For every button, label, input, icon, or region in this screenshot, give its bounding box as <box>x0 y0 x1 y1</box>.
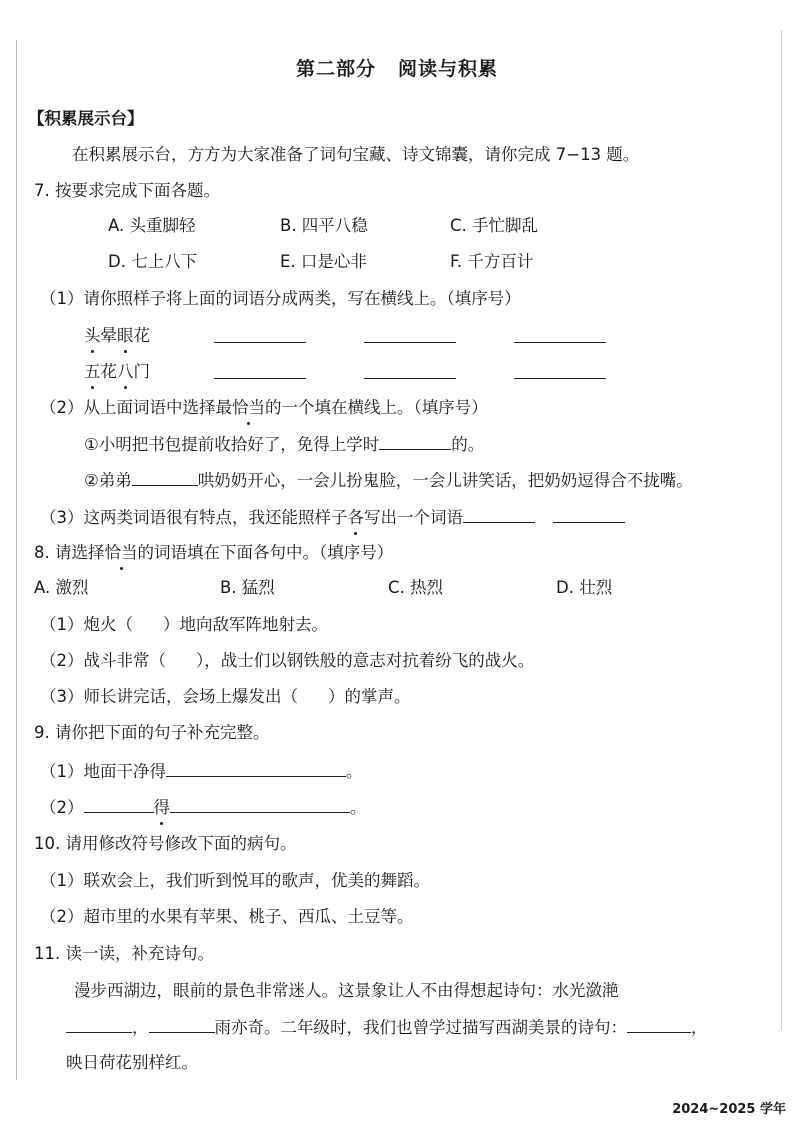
q7-part2-sentence2 <box>84 469 693 492</box>
q7-blank-4[interactable] <box>214 362 306 379</box>
q11-paragraph-line3: 映日荷花别样红。 <box>66 1053 198 1072</box>
q8-option-d: D. 壮烈 <box>556 578 613 597</box>
q8-sentence3 <box>40 686 411 708</box>
q7-fill-blank-2[interactable] <box>132 469 198 486</box>
q11-stem: 11. 读一读，补充诗句。 <box>34 944 214 963</box>
q7-part2 <box>40 397 488 419</box>
text: ）的掌声。 <box>328 687 411 706</box>
example-char: 头 <box>84 326 101 345</box>
q9-blank-3[interactable] <box>170 796 350 813</box>
q7-blank-2[interactable] <box>364 326 456 343</box>
example-char: 眼 <box>117 326 134 345</box>
text: 的一个填在横线上。（填序号） <box>265 398 488 417</box>
example-char: 花 <box>100 362 117 381</box>
q7-option-c: C. 手忙脚乱 <box>450 216 539 235</box>
school-year-footer: 2024~2025 学年 <box>672 1102 786 1117</box>
emphasis-text: 恰当 <box>104 543 138 562</box>
q7-blank-1[interactable] <box>214 326 306 343</box>
text: ， <box>691 1018 708 1037</box>
q7-blank-5[interactable] <box>364 362 456 379</box>
q11-paragraph-line1: 漫步西湖边，眼前的景色非常迷人。这景象让人不由得想起诗句：水光潋滟 <box>74 981 619 1000</box>
intro-text: 在积累展示台，方方为大家准备了词句宝藏、诗文锦囊，请你完成 7−13 题。 <box>72 145 640 164</box>
q7-option-e: E. 口是心非 <box>280 252 367 271</box>
q8-sentence2 <box>40 650 534 672</box>
example-char: 八 <box>117 362 134 381</box>
section-title <box>0 54 794 81</box>
q10-stem: 10. 请用修改符号修改下面的病句。 <box>34 834 297 853</box>
q7-part2-sentence1 <box>84 433 484 456</box>
text: 。 <box>350 798 367 817</box>
q7-word-blank-2[interactable] <box>553 506 625 523</box>
emphasis-text: 各 <box>347 508 364 527</box>
q8-option-a: A. 激烈 <box>34 578 89 597</box>
example-char: 门 <box>133 362 150 381</box>
text: （2）从上面词语中选择最 <box>40 398 232 417</box>
q7-fill-blank-1[interactable] <box>379 433 451 450</box>
emphasis-text: 得 <box>153 798 170 817</box>
q8-option-b: B. 猛烈 <box>220 578 275 597</box>
example-char: 五 <box>84 362 101 381</box>
part-label: 第二部分 <box>295 58 376 80</box>
q7-blank-6[interactable] <box>514 362 606 379</box>
example-char: 花 <box>133 326 150 345</box>
example-char: 晕 <box>100 326 117 345</box>
q7-option-d: D. 七上八下 <box>108 252 198 271</box>
q10-sentence1: （1）联欢会上，我们听到悦耳的歌声，优美的舞蹈。 <box>40 871 430 890</box>
q7-example-2 <box>84 361 150 383</box>
left-margin-line <box>16 40 17 1080</box>
emphasis-text: 恰当 <box>232 398 265 417</box>
text: ）地向敌军阵地射去。 <box>163 615 328 634</box>
text: ②弟弟 <box>84 471 132 490</box>
q7-example-1 <box>84 325 150 347</box>
q11-paragraph-line2 <box>66 1016 708 1039</box>
right-margin-line <box>781 30 782 1030</box>
q7-part3 <box>40 506 625 529</box>
text: 。 <box>346 762 363 781</box>
q7-blank-3[interactable] <box>514 326 606 343</box>
q8-stem <box>34 542 393 564</box>
q9-sentence1 <box>40 760 363 783</box>
q9-blank-2[interactable] <box>84 796 154 813</box>
q7-stem: 7. 按要求完成下面各题。 <box>34 181 220 200</box>
q11-blank-2[interactable] <box>149 1016 215 1033</box>
text: （2）战斗非常（ <box>40 651 166 670</box>
q7-option-b: B. 四平八稳 <box>280 216 368 235</box>
intro-label: 【积累展示台】 <box>28 109 144 128</box>
text: ①小明把书包提前收拾好了，免得上学时 <box>84 435 380 454</box>
text: 8. 请选择 <box>34 543 105 562</box>
q9-stem: 9. 请你把下面的句子补充完整。 <box>34 723 270 742</box>
text: 雨亦奇。二年级时，我们也曾学过描写西湖美景的诗句： <box>214 1018 627 1037</box>
q8-option-c: C. 热烈 <box>388 578 444 597</box>
section-name: 阅读与积累 <box>398 58 499 80</box>
text: ），战士们以钢铁般的意志对抗着纷飞的战火。 <box>196 651 535 670</box>
q11-blank-1[interactable] <box>66 1016 132 1033</box>
text: （3）这两类词语很有特点，我还能照样子 <box>40 508 348 527</box>
q7-part1: （1）请你照样子将上面的词语分成两类，写在横线上。（填序号） <box>40 289 521 308</box>
text: 的词语填在下面各句中。（填序号） <box>137 543 394 562</box>
text: ， <box>132 1018 149 1037</box>
q7-option-a: A. 头重脚轻 <box>108 216 196 235</box>
q7-word-blank-1[interactable] <box>463 506 535 523</box>
q10-sentence2: （2）超市里的水果有苹果、桃子、西瓜、土豆等。 <box>40 907 414 926</box>
text: 的。 <box>451 435 485 454</box>
text: （1）炮火（ <box>40 615 133 634</box>
q8-sentence1 <box>40 614 328 636</box>
text: （2） <box>40 798 84 817</box>
text: 写出一个词语 <box>364 508 463 527</box>
q9-sentence2 <box>40 796 367 819</box>
text: （3）师长讲完话，会场上爆发出（ <box>40 687 298 706</box>
q9-blank-1[interactable] <box>166 760 346 777</box>
q7-option-f: F. 千方百计 <box>450 252 534 271</box>
text: （1）地面干净得 <box>40 762 166 781</box>
text: 哄奶奶开心，一会儿扮鬼脸，一会儿讲笑话，把奶奶逗得合不拢嘴。 <box>197 471 693 490</box>
q11-blank-3[interactable] <box>627 1016 691 1033</box>
